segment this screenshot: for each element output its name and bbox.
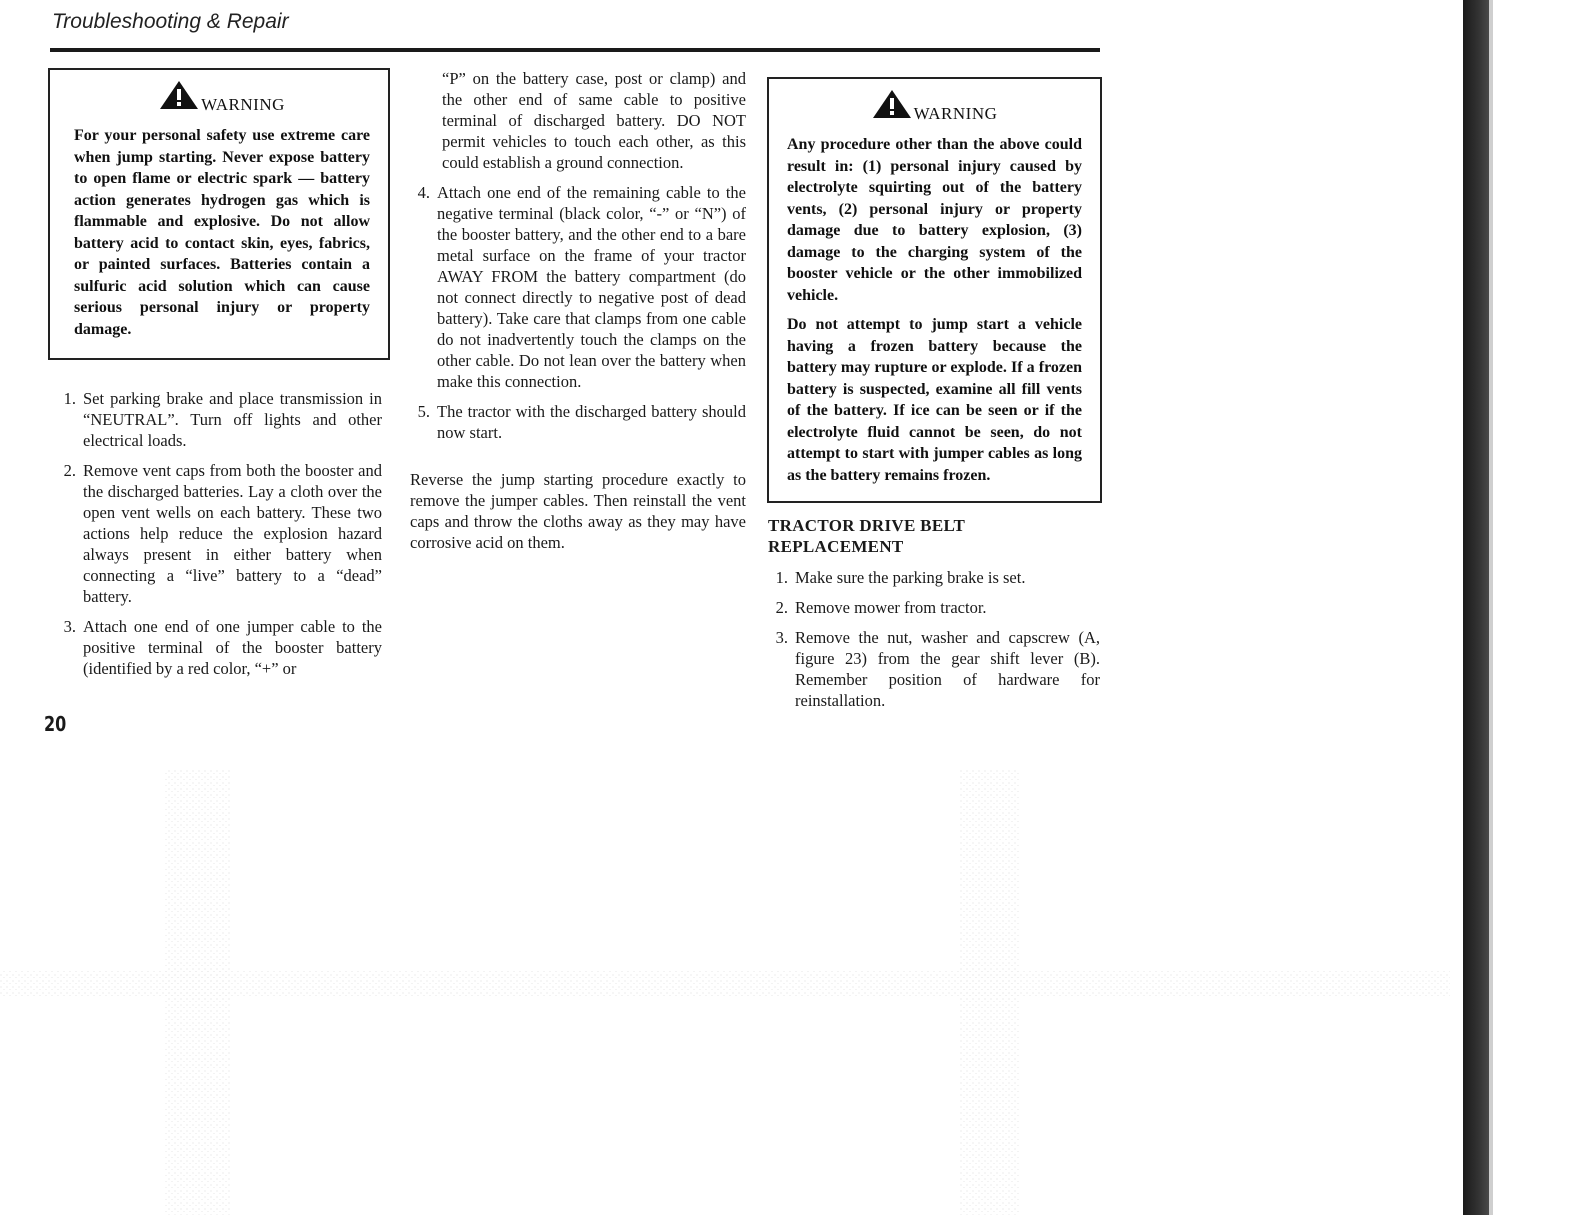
header-rule <box>50 48 1100 52</box>
steps-list-col1 <box>56 388 382 679</box>
reverse-procedure-paragraph: Reverse the jump starting procedure exactly to remove the jumper cables. Then reinstall the vent caps and throw the cloths away as they may have corrosive acid on them. <box>410 470 746 552</box>
step-number: 2. <box>63 461 76 480</box>
step-text: Remove vent caps from both the booster and the discharged batteries. Lay a cloth over the open vent wells on each battery. These two actions help reduce the explosion hazard always present in either battery when connecting a “live” battery to a “dead” battery. <box>83 461 382 606</box>
list-item <box>410 182 746 392</box>
scan-edge-shadow <box>1463 0 1489 1215</box>
warning-triangle-icon <box>159 80 201 115</box>
step-number: 2. <box>775 598 788 617</box>
step-number: 3. <box>63 617 76 636</box>
warning-box-left <box>48 68 390 360</box>
scan-noise-texture <box>0 770 1450 1215</box>
step-number: 5. <box>417 402 430 421</box>
page-header-title: Troubleshooting & Repair <box>52 10 289 33</box>
list-item <box>410 401 746 443</box>
warning-label: WARNING <box>913 104 998 123</box>
warning-text-right-1: Any procedure other than the above could result in: (1) personal injury caused by electrolyte squirting out of the battery vents, (2) personal injury or property damage due to battery explosion, (3) damage to the charging system of the booster vehicle or the other immobilized vehicle. <box>787 136 1082 304</box>
warning-triangle-icon <box>872 89 914 124</box>
warning-text-right-2: Do not attempt to jump start a vehicle having a frozen battery because the battery may rupture or explode. If a frozen battery is suspected, examine all fill vents of the battery. If ice can be seen or if the electrolyte fluid cannot be seen, do not attempt to start with jumper cables as long as the battery remains frozen. <box>787 316 1082 484</box>
column-2 <box>410 68 746 570</box>
list-item <box>56 616 382 679</box>
page-number: 20 <box>44 712 67 736</box>
warning-title-right <box>787 89 1082 124</box>
steps-list-col2 <box>410 182 746 443</box>
column-3 <box>768 515 1100 720</box>
step-number: 4. <box>417 183 430 202</box>
list-item <box>768 567 1100 588</box>
step-text: Make sure the parking brake is set. <box>795 568 1026 587</box>
step-number: 1. <box>775 568 788 587</box>
warning-box-right <box>767 77 1102 503</box>
step-text: Remove the nut, washer and capscrew (A, figure 23) from the gear shift lever (B). Remember position of hardware for reinstallation. <box>795 628 1100 710</box>
step-number: 1. <box>63 389 76 408</box>
step-text: Remove mower from tractor. <box>795 598 987 617</box>
step-text: Attach one end of one jumper cable to the positive terminal of the booster battery (identified by a red color, “+” or <box>83 617 382 678</box>
step-text: The tractor with the discharged battery should now start. <box>437 402 746 442</box>
list-item <box>768 627 1100 711</box>
warning-title-left <box>74 80 370 115</box>
warning-label: WARNING <box>201 95 285 114</box>
list-item <box>56 388 382 451</box>
step-text: Attach one end of the remaining cable to the negative terminal (black color, “-” or “N”) of the booster battery, and the other end to a bare metal surface on the frame of your tractor AWAY FROM the battery compartment (do not connect directly to negative post of dead battery). Take care that clamps from one cable do not inadvertently touch the clamps on the other cable. Do not lean over the battery when make this connection. <box>437 183 746 391</box>
list-item <box>768 597 1100 618</box>
steps-list-col3 <box>768 567 1100 711</box>
step-text: Set parking brake and place transmission in “NEUTRAL”. Turn off lights and other electrical loads. <box>83 389 382 450</box>
section-heading: TRACTOR DRIVE BELT REPLACEMENT <box>768 516 965 556</box>
warning-text-left: For your personal safety use extreme care when jump starting. Never expose battery to open flame or electric spark — battery action generates hydrogen gas which is flammable and explosive. Do not allow battery acid to contact skin, eyes, fabrics, or painted surfaces. Batteries contain a sulfuric acid solution which can cause serious personal injury or property damage. <box>74 127 370 338</box>
column-1 <box>56 388 382 688</box>
step-3-continuation: “P” on the battery case, post or clamp) and the other end of same cable to positive terminal of discharged battery. DO NOT permit vehicles to touch each other, as this could establish a ground connection. <box>442 69 746 172</box>
step-number: 3. <box>775 628 788 647</box>
scan-edge-highlight <box>1489 0 1493 1215</box>
list-item <box>56 460 382 607</box>
